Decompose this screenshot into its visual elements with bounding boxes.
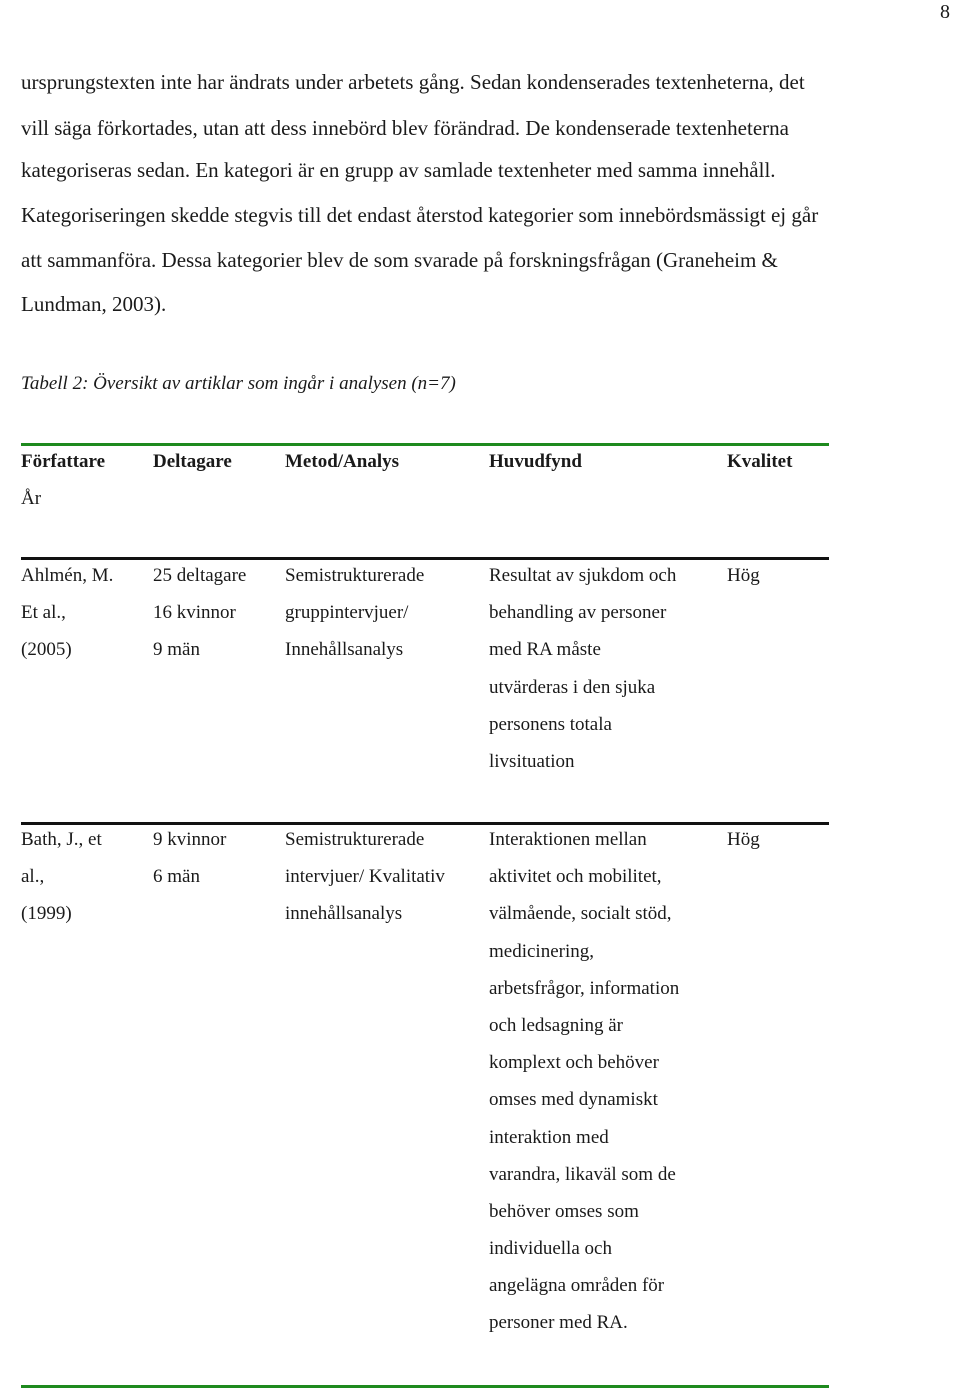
paragraph-line: ursprungstexten inte har ändrats under arbetets gång. Sedan kondenserades textenheterna, det	[21, 70, 805, 94]
header-cell-method: Metod/Analys	[285, 451, 399, 472]
paragraph-line: vill säga förkortades, utan att dess innebörd blev förändrad. De kondenserade textenheterna	[21, 116, 789, 140]
row-cell-quality: Hög	[727, 565, 760, 586]
row-cell-findings: Interaktionen mellan aktivitet och mobilitet, välmående, socialt stöd, medicinering, arbetsfrågor, information och ledsagning är komplext och behöver omses med dynamiskt interaktion med varandra, likaväl som de behöver omses som individuella och angelägna områden för personer med RA.	[489, 829, 680, 1334]
table-caption: Tabell 2: Översikt av artiklar som ingår i analysen (n=7)	[21, 373, 456, 394]
paragraph-line: Kategoriseringen skedde stegvis till det endast återstod kategorier som innebördsmässigt ej går	[21, 203, 819, 227]
table-bottom-rule-accent	[21, 1385, 829, 1388]
header-cell-author: Författare År	[21, 451, 106, 510]
paragraph-line: att sammanföra. Dessa kategorier blev de som svarade på forskningsfrågan (Graneheim &	[21, 248, 778, 272]
row-cell-author: Bath, J., et al., (1999)	[21, 829, 102, 925]
page-number: 8	[940, 1, 950, 23]
row-cell-participants: 9 kvinnor 6 män	[153, 829, 227, 888]
paragraph-line: kategoriseras sedan. En kategori är en grupp av samlade textenheter med samma innehåll.	[21, 158, 776, 182]
row-cell-quality: Hög	[727, 829, 760, 850]
header-cell-findings: Huvudfynd	[489, 451, 582, 472]
row-cell-author: Ahlmén, M. Et al., (2005)	[21, 565, 114, 661]
header-cell-quality: Kvalitet	[727, 451, 793, 472]
table-top-rule-accent	[21, 443, 829, 446]
paragraph-line: Lundman, 2003).	[21, 292, 167, 316]
row-cell-participants: 25 deltagare 16 kvinnor 9 män	[153, 565, 247, 661]
row-cell-findings: Resultat av sjukdom och behandling av personer med RA måste utvärderas i den sjuka personens totala livsituation	[489, 565, 677, 772]
header-cell-participants: Deltagare	[153, 451, 232, 472]
row-cell-method: Semistrukturerade intervjuer/ Kvalitativ innehållsanalys	[285, 829, 445, 925]
row-cell-method: Semistrukturerade gruppintervjuer/ Innehållsanalys	[285, 565, 425, 661]
table-header-rule	[21, 557, 829, 560]
